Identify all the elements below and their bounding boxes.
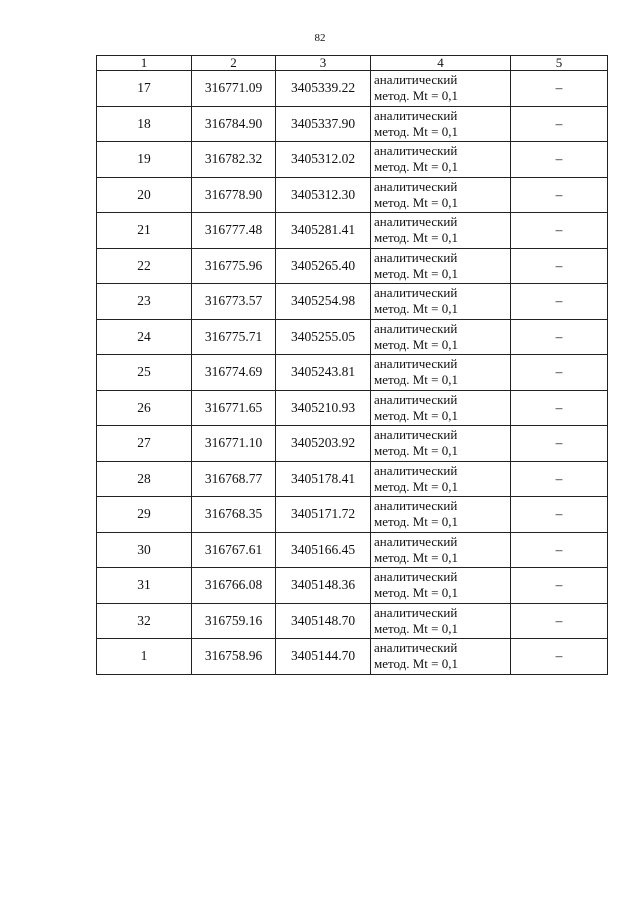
method-line-1: аналитический bbox=[374, 356, 458, 372]
table-row bbox=[97, 461, 608, 497]
method-line-1: аналитический bbox=[374, 498, 458, 514]
point-number-cell: 30 bbox=[97, 532, 192, 568]
x-coordinate-cell: 316768.35 bbox=[192, 497, 276, 533]
y-coordinate-cell: 3405243.81 bbox=[276, 355, 371, 391]
method-cell bbox=[371, 461, 511, 497]
x-coordinate-cell: 316775.96 bbox=[192, 248, 276, 284]
table-row bbox=[97, 390, 608, 426]
method-line-1: аналитический bbox=[374, 107, 458, 123]
method-line-2: метод. Mt = 0,1 bbox=[374, 336, 458, 352]
method-line-2: метод. Mt = 0,1 bbox=[374, 194, 458, 210]
point-number-cell: 17 bbox=[97, 71, 192, 107]
note-cell: – bbox=[511, 497, 608, 533]
method-cell bbox=[371, 639, 511, 675]
note-cell: – bbox=[511, 284, 608, 320]
method-cell bbox=[371, 603, 511, 639]
point-number-cell: 26 bbox=[97, 390, 192, 426]
method-line-2: метод. Mt = 0,1 bbox=[374, 549, 458, 565]
y-coordinate-cell: 3405148.70 bbox=[276, 603, 371, 639]
method-line-2: метод. Mt = 0,1 bbox=[374, 620, 458, 636]
method-line-1: аналитический bbox=[374, 569, 458, 585]
method-line-2: метод. Mt = 0,1 bbox=[374, 301, 458, 317]
x-coordinate-cell: 316767.61 bbox=[192, 532, 276, 568]
x-coordinate-cell: 316771.09 bbox=[192, 71, 276, 107]
y-coordinate-cell: 3405210.93 bbox=[276, 390, 371, 426]
point-number-cell: 21 bbox=[97, 213, 192, 249]
y-coordinate-cell: 3405281.41 bbox=[276, 213, 371, 249]
table-header-row bbox=[97, 56, 608, 71]
point-number-cell: 22 bbox=[97, 248, 192, 284]
x-coordinate-cell: 316778.90 bbox=[192, 177, 276, 213]
table-row bbox=[97, 426, 608, 462]
method-line-2: метод. Mt = 0,1 bbox=[374, 88, 458, 104]
point-number-cell: 29 bbox=[97, 497, 192, 533]
note-cell: – bbox=[511, 142, 608, 178]
point-number-cell: 32 bbox=[97, 603, 192, 639]
table-row bbox=[97, 177, 608, 213]
method-line-2: метод. Mt = 0,1 bbox=[374, 230, 458, 246]
x-coordinate-cell: 316759.16 bbox=[192, 603, 276, 639]
method-line-1: аналитический bbox=[374, 427, 458, 443]
method-line-1: аналитический bbox=[374, 533, 458, 549]
note-cell: – bbox=[511, 390, 608, 426]
y-coordinate-cell: 3405178.41 bbox=[276, 461, 371, 497]
point-number-cell: 27 bbox=[97, 426, 192, 462]
table-row bbox=[97, 71, 608, 107]
point-number-cell: 25 bbox=[97, 355, 192, 391]
method-cell bbox=[371, 213, 511, 249]
y-coordinate-cell: 3405254.98 bbox=[276, 284, 371, 320]
method-line-1: аналитический bbox=[374, 214, 458, 230]
point-number-cell: 28 bbox=[97, 461, 192, 497]
method-line-1: аналитический bbox=[374, 178, 458, 194]
method-line-1: аналитический bbox=[374, 391, 458, 407]
y-coordinate-cell: 3405144.70 bbox=[276, 639, 371, 675]
method-cell bbox=[371, 390, 511, 426]
method-line-2: метод. Mt = 0,1 bbox=[374, 372, 458, 388]
y-coordinate-cell: 3405337.90 bbox=[276, 106, 371, 142]
note-cell: – bbox=[511, 248, 608, 284]
method-line-1: аналитический bbox=[374, 143, 458, 159]
table-row bbox=[97, 355, 608, 391]
method-line-2: метод. Mt = 0,1 bbox=[374, 443, 458, 459]
x-coordinate-cell: 316773.57 bbox=[192, 284, 276, 320]
note-cell: – bbox=[511, 461, 608, 497]
note-cell: – bbox=[511, 319, 608, 355]
x-coordinate-cell: 316768.77 bbox=[192, 461, 276, 497]
y-coordinate-cell: 3405166.45 bbox=[276, 532, 371, 568]
note-cell: – bbox=[511, 106, 608, 142]
table-row bbox=[97, 142, 608, 178]
note-cell: – bbox=[511, 603, 608, 639]
table-row bbox=[97, 639, 608, 675]
method-line-1: аналитический bbox=[374, 249, 458, 265]
method-cell bbox=[371, 355, 511, 391]
x-coordinate-cell: 316775.71 bbox=[192, 319, 276, 355]
table-row bbox=[97, 532, 608, 568]
note-cell: – bbox=[511, 355, 608, 391]
table-row bbox=[97, 568, 608, 604]
x-coordinate-cell: 316774.69 bbox=[192, 355, 276, 391]
column-header-3: 3 bbox=[276, 56, 371, 71]
x-coordinate-cell: 316784.90 bbox=[192, 106, 276, 142]
point-number-cell: 31 bbox=[97, 568, 192, 604]
table-body bbox=[97, 71, 608, 675]
table-row bbox=[97, 213, 608, 249]
column-header-2: 2 bbox=[192, 56, 276, 71]
method-cell bbox=[371, 497, 511, 533]
table-row bbox=[97, 497, 608, 533]
x-coordinate-cell: 316782.32 bbox=[192, 142, 276, 178]
note-cell: – bbox=[511, 639, 608, 675]
method-cell bbox=[371, 426, 511, 462]
method-line-2: метод. Mt = 0,1 bbox=[374, 585, 458, 601]
method-line-1: аналитический bbox=[374, 320, 458, 336]
table-row bbox=[97, 603, 608, 639]
method-line-2: метод. Mt = 0,1 bbox=[374, 514, 458, 530]
method-line-1: аналитический bbox=[374, 640, 458, 656]
note-cell: – bbox=[511, 568, 608, 604]
method-cell bbox=[371, 142, 511, 178]
method-line-1: аналитический bbox=[374, 462, 458, 478]
method-cell bbox=[371, 71, 511, 107]
table-row bbox=[97, 106, 608, 142]
coordinates-table bbox=[96, 55, 608, 675]
x-coordinate-cell: 316777.48 bbox=[192, 213, 276, 249]
method-line-2: метод. Mt = 0,1 bbox=[374, 478, 458, 494]
note-cell: – bbox=[511, 213, 608, 249]
method-cell bbox=[371, 532, 511, 568]
method-line-2: метод. Mt = 0,1 bbox=[374, 123, 458, 139]
column-header-4: 4 bbox=[371, 56, 511, 71]
point-number-cell: 19 bbox=[97, 142, 192, 178]
method-line-2: метод. Mt = 0,1 bbox=[374, 265, 458, 281]
method-line-1: аналитический bbox=[374, 72, 458, 88]
point-number-cell: 1 bbox=[97, 639, 192, 675]
method-line-2: метод. Mt = 0,1 bbox=[374, 656, 458, 672]
y-coordinate-cell: 3405312.02 bbox=[276, 142, 371, 178]
note-cell: – bbox=[511, 532, 608, 568]
column-header-5: 5 bbox=[511, 56, 608, 71]
y-coordinate-cell: 3405339.22 bbox=[276, 71, 371, 107]
method-line-1: аналитический bbox=[374, 285, 458, 301]
method-cell bbox=[371, 568, 511, 604]
point-number-cell: 18 bbox=[97, 106, 192, 142]
method-cell bbox=[371, 284, 511, 320]
method-line-1: аналитический bbox=[374, 604, 458, 620]
x-coordinate-cell: 316766.08 bbox=[192, 568, 276, 604]
method-line-2: метод. Mt = 0,1 bbox=[374, 407, 458, 423]
note-cell: – bbox=[511, 426, 608, 462]
y-coordinate-cell: 3405265.40 bbox=[276, 248, 371, 284]
x-coordinate-cell: 316771.65 bbox=[192, 390, 276, 426]
note-cell: – bbox=[511, 177, 608, 213]
method-cell bbox=[371, 106, 511, 142]
page-number: 82 bbox=[314, 32, 326, 44]
point-number-cell: 24 bbox=[97, 319, 192, 355]
table-row bbox=[97, 248, 608, 284]
x-coordinate-cell: 316771.10 bbox=[192, 426, 276, 462]
table-row bbox=[97, 319, 608, 355]
note-cell: – bbox=[511, 71, 608, 107]
y-coordinate-cell: 3405203.92 bbox=[276, 426, 371, 462]
method-cell bbox=[371, 248, 511, 284]
y-coordinate-cell: 3405255.05 bbox=[276, 319, 371, 355]
table-row bbox=[97, 284, 608, 320]
method-cell bbox=[371, 177, 511, 213]
method-line-2: метод. Mt = 0,1 bbox=[374, 159, 458, 175]
y-coordinate-cell: 3405171.72 bbox=[276, 497, 371, 533]
point-number-cell: 23 bbox=[97, 284, 192, 320]
column-header-1: 1 bbox=[97, 56, 192, 71]
x-coordinate-cell: 316758.96 bbox=[192, 639, 276, 675]
point-number-cell: 20 bbox=[97, 177, 192, 213]
y-coordinate-cell: 3405312.30 bbox=[276, 177, 371, 213]
y-coordinate-cell: 3405148.36 bbox=[276, 568, 371, 604]
method-cell bbox=[371, 319, 511, 355]
